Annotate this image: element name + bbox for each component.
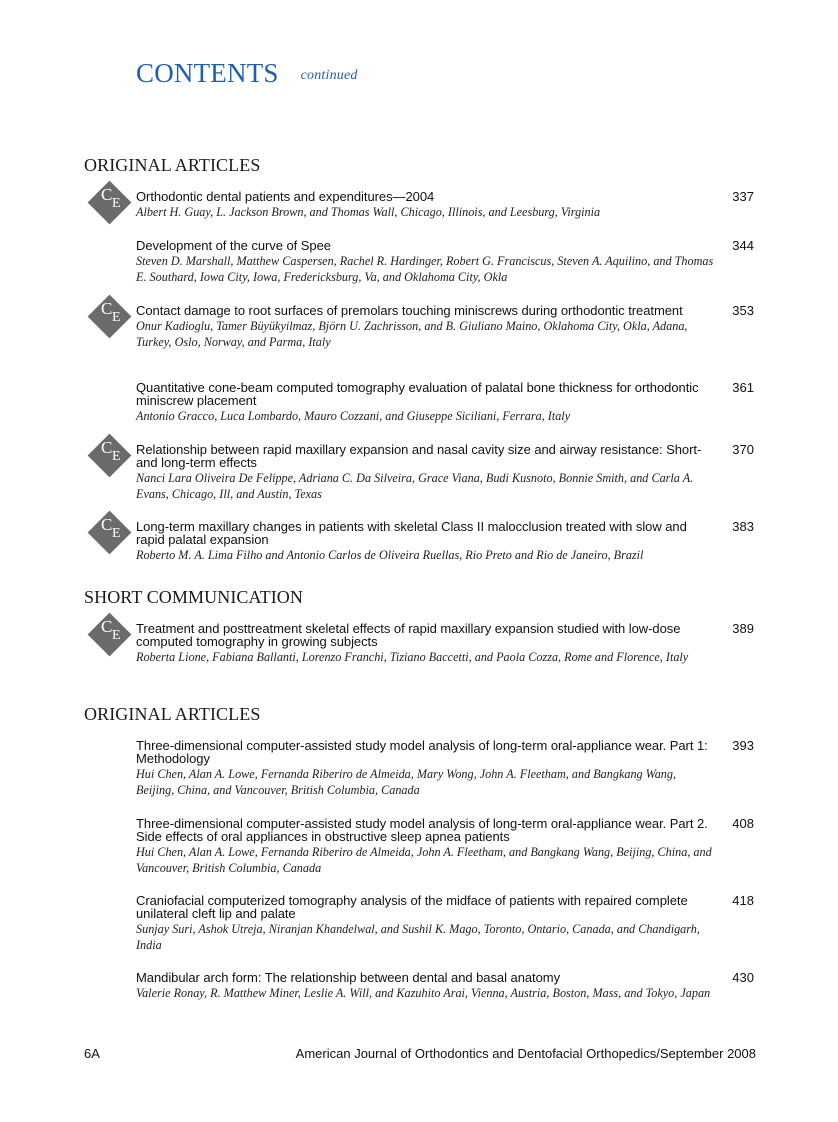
page-number: 418: [732, 893, 754, 908]
article-title[interactable]: Relationship between rapid maxillary expansion and nasal cavity size and airway resistance: Short- and long-term effects: [136, 442, 702, 470]
toc-entry[interactable]: [101, 515, 756, 563]
article-title[interactable]: Three-dimensional computer-assisted study model analysis of long-term oral-appliance wear. Part 1: Methodology: [136, 738, 708, 766]
article-title[interactable]: Craniofacial computerized tomography analysis of the midface of patients with repaired complete unilateral cleft lip and palate: [136, 893, 688, 921]
page-number: 337: [732, 189, 754, 204]
contents-continued: continued: [300, 68, 358, 83]
article-authors: Antonio Gracco, Luca Lombardo, Mauro Cozzani, and Giuseppe Siciliani, Ferrara, Italy: [136, 409, 571, 423]
toc-entry[interactable]: [101, 299, 756, 350]
article-authors: Sunjay Suri, Ashok Utreja, Niranjan Khandelwal, and Sushil K. Mago, Toronto, Ontario, Canada, and Chandigarh, India: [136, 922, 700, 952]
toc-entry[interactable]: [136, 971, 756, 1001]
ce-credit-icon: C E: [88, 434, 132, 478]
article-title[interactable]: Mandibular arch form: The relationship between dental and basal anatomy: [136, 970, 561, 985]
toc-entry[interactable]: [101, 185, 756, 220]
toc-entry[interactable]: [136, 381, 756, 424]
article-title[interactable]: Development of the curve of Spee: [136, 238, 331, 253]
toc-entry[interactable]: [101, 617, 756, 665]
section-heading-original-articles: ORIGINAL ARTICLES: [84, 155, 261, 175]
article-title[interactable]: Long-term maxillary changes in patients with skeletal Class II malocclusion treated with slow and rapid palatal expansion: [136, 519, 687, 547]
page-number: 389: [732, 621, 754, 636]
section-heading-short-communication: SHORT COMMUNICATION: [84, 587, 304, 607]
section-heading-original-articles: ORIGINAL ARTICLES: [84, 704, 261, 724]
page-number: 408: [732, 816, 754, 831]
article-authors: Nanci Lara Oliveira De Felippe, Adriana C. Da Silveira, Grace Viana, Budi Kusnoto, Bonnie Smith, and Carla A. Evans, Chicago, Ill, and Austin, Texas: [136, 471, 694, 501]
article-title[interactable]: Contact damage to root surfaces of premolars touching miniscrews during orthodontic treatment: [136, 303, 683, 318]
article-title[interactable]: Three-dimensional computer-assisted study model analysis of long-term oral-appliance wear. Part 2. Side effects of oral appliances in obstructive sleep apnea patients: [136, 816, 708, 844]
page-number: 393: [732, 738, 754, 753]
page-title: [136, 58, 358, 89]
article-title[interactable]: Orthodontic dental patients and expenditures—2004: [136, 189, 435, 204]
page-number: 344: [732, 238, 754, 253]
article-authors: Roberto M. A. Lima Filho and Antonio Carlos de Oliveira Ruellas, Rio Preto and Rio de Janeiro, Brazil: [136, 548, 644, 562]
article-title[interactable]: Treatment and posttreatment skeletal effects of rapid maxillary expansion studied with low-dose computed tomography in growing subjects: [136, 621, 681, 649]
page-number: 430: [732, 970, 754, 985]
article-authors: Hui Chen, Alan A. Lowe, Fernanda Riberiro de Almeida, Mary Wong, John A. Fleetham, and Bangkang Wang, Beijing, China, and Vancouver, British Columbia, Canada: [136, 767, 677, 797]
ce-credit-icon: C E: [88, 511, 132, 555]
contents-title: CONTENTS: [136, 58, 279, 88]
article-authors: Hui Chen, Alan A. Lowe, Fernanda Riberiro de Almeida, John A. Fleetham, and Bangkang Wang, Beijing, China, and Vancouver, British Columbia, Canada: [136, 845, 712, 875]
article-authors: Onur Kadioglu, Tamer Büyükyilmaz, Björn U. Zachrisson, and B. Giuliano Maino, Oklahoma City, Okla, Adana, Turkey, Oslo, Norway, and Parma, Italy: [136, 319, 688, 349]
ce-credit-icon: C E: [88, 295, 132, 339]
article-authors: Steven D. Marshall, Matthew Caspersen, Rachel R. Hardinger, Robert G. Franciscus, Steven A. Aquilino, and Thomas E. Southard, Iowa City, Iowa, Fredericksburg, Va, and Oklahoma City, Okla: [136, 254, 714, 284]
toc-entry[interactable]: [136, 817, 756, 876]
page-number: 370: [732, 442, 754, 457]
page-number: 361: [732, 380, 754, 395]
article-authors: Valerie Ronay, R. Matthew Miner, Leslie A. Will, and Kazuhito Arai, Vienna, Austria, Boston, Mass, and Tokyo, Japan: [136, 986, 711, 1000]
article-authors: Albert H. Guay, L. Jackson Brown, and Thomas Wall, Chicago, Illinois, and Leesburg, Virginia: [136, 205, 601, 219]
ce-credit-icon: C E: [88, 613, 132, 657]
page-number: 383: [732, 519, 754, 534]
toc-entry[interactable]: [136, 239, 756, 285]
toc-entry[interactable]: [136, 739, 756, 798]
toc-entry[interactable]: [101, 438, 756, 502]
folio-number: 6A: [84, 1046, 100, 1061]
journal-name: American Journal of Orthodontics and Dentofacial Orthopedics/September 2008: [295, 1046, 756, 1061]
article-authors: Roberta Lione, Fabiana Ballanti, Lorenzo Franchi, Tiziano Baccetti, and Paola Cozza, Rome and Florence, Italy: [136, 650, 689, 664]
toc-entry[interactable]: [136, 894, 756, 953]
article-title[interactable]: Quantitative cone-beam computed tomography evaluation of palatal bone thickness for orthodontic miniscrew placement: [136, 380, 699, 408]
ce-credit-icon: C E: [88, 181, 132, 225]
page-number: 353: [732, 303, 754, 318]
